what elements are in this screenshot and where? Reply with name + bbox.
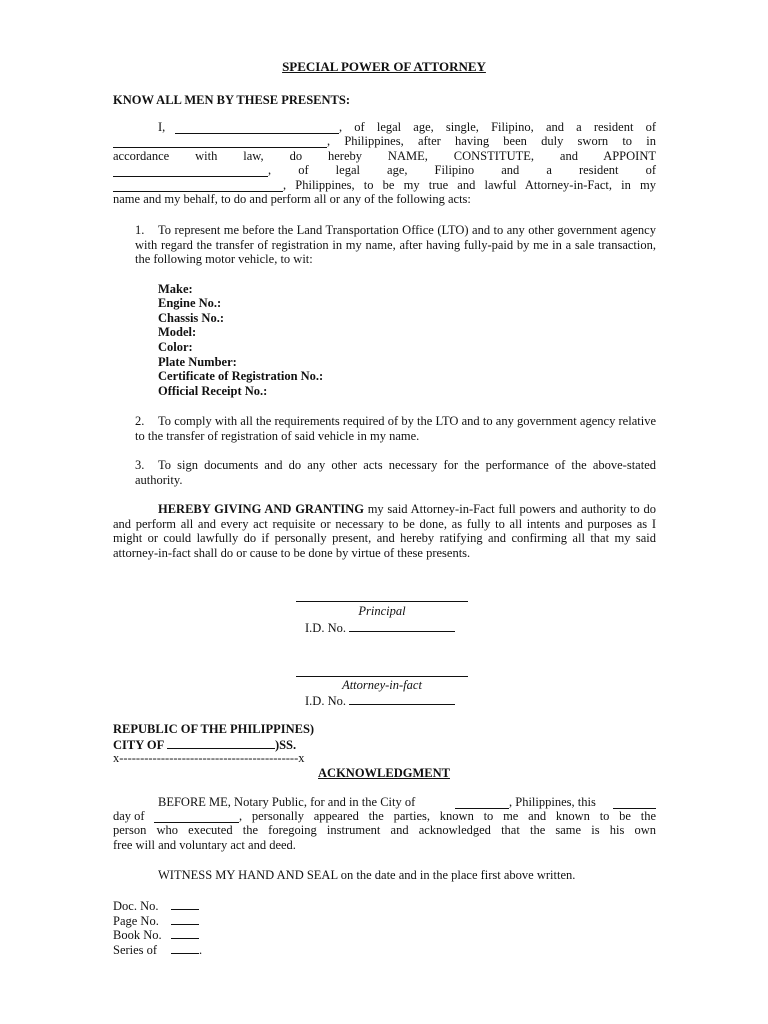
notarial-blank (171, 942, 199, 954)
act-item-text: To comply with all the requirements required of by the LTO and to any government agency relative to the transfer of registration of said vehicle in my name. (135, 414, 656, 443)
intro-line-2: , Philippines, after having been duly sworn to in (327, 134, 656, 148)
notarial-doc-no (113, 898, 199, 914)
act-item-text: To represent me before the Land Transportation Office (LTO) and to any other government agency with regard the transfer of registration in my name, after having fully-paid by me in a sale transaction, the following motor vehicle, to wit: (135, 223, 656, 267)
intro-i: I, (158, 120, 166, 134)
principal-signature-line (296, 601, 468, 602)
notarial-blank (171, 927, 199, 939)
venue-ss: )SS. (274, 738, 297, 752)
ack-line-2b: , personally appeared the parties, known to me and known to be the (239, 809, 656, 823)
act-item-2 (135, 414, 656, 443)
ack-line-4: free will and voluntary act and deed. (113, 838, 296, 852)
principal-label: Principal (358, 604, 406, 618)
field-cr-no: Certificate of Registration No.: (158, 369, 324, 383)
field-or-no: Official Receipt No.: (158, 384, 268, 398)
act-item-text: To sign documents and do any other acts necessary for the performance of the above-stated authority. (135, 458, 656, 487)
principal-name-blank (175, 122, 339, 134)
notarial-series (113, 942, 202, 958)
granting-lead: HEREBY GIVING AND GRANTING (158, 502, 364, 516)
attorney-label: Attorney-in-fact (342, 678, 422, 692)
ack-line-1b: , Philippines, this (509, 795, 596, 809)
granting-text: my said Attorney-in-Fact full powers and authority to do and perform all and every act requisite or necessary to be done, as fully to all intents and purposes as I might or could lawfully do if personally present, and hereby ratifying and confirming all that my said attorney-in-fact shall do or cause to be done by virtue of these presents. (113, 502, 656, 560)
intro-line-1: , of legal age, single, Filipino, and a resident of (339, 120, 656, 134)
ack-line-2a: day of (113, 809, 145, 823)
principal-id (305, 620, 455, 636)
venue-separator: x-------------------------------------------x (113, 751, 305, 765)
intro-line-5: , Philippines, to be my true and lawful Attorney-in-Fact, in my (283, 178, 656, 192)
venue-republic: REPUBLIC OF THE PHILIPPINES) (113, 722, 315, 736)
principal-id-blank (349, 620, 455, 632)
attorney-signature-line (296, 676, 468, 677)
witness-clause: WITNESS MY HAND AND SEAL on the date and in the place first above written. (158, 868, 576, 882)
venue-city-label: CITY OF (113, 738, 164, 752)
notarial-blank (171, 898, 199, 910)
intro-line-6: name and my behalf, to do and perform all or any of the following acts: (113, 192, 471, 206)
act-item-3 (135, 458, 656, 487)
notarial-label: Doc. No. (113, 899, 159, 913)
field-model: Model: (158, 325, 197, 339)
venue-city-blank (167, 737, 275, 749)
document-title: SPECIAL POWER OF ATTORNEY (282, 59, 486, 74)
field-plate-number: Plate Number: (158, 355, 237, 369)
id-label: I.D. No. (305, 621, 346, 635)
field-engine-no: Engine No.: (158, 296, 222, 310)
act-item-number: 2. (135, 414, 145, 428)
notarial-label: Series of (113, 943, 158, 957)
ack-line-3: person who executed the foregoing instrument and acknowledged that the same is his own (113, 823, 656, 837)
attorney-id (305, 693, 455, 709)
ack-line-1a: BEFORE ME, Notary Public, for and in the City of (158, 795, 416, 809)
act-item-number: 1. (135, 223, 145, 237)
field-make: Make: (158, 282, 193, 296)
ack-day-blank (613, 797, 656, 809)
attorney-address-blank (113, 180, 283, 192)
act-item-number: 3. (135, 458, 145, 472)
notarial-label: Book No. (113, 928, 162, 942)
ack-month-blank (154, 811, 239, 823)
notarial-label: Page No. (113, 914, 159, 928)
ack-city-blank (455, 797, 509, 809)
intro-line-4: , of legal age, Filipino and a resident of (268, 163, 656, 177)
intro-line-3: accordance with law, do hereby NAME, CONSTITUTE, and APPOINT (113, 149, 656, 163)
granting-paragraph (113, 502, 656, 560)
field-chassis-no: Chassis No.: (158, 311, 224, 325)
acknowledgment-title: ACKNOWLEDGMENT (318, 766, 450, 780)
attorney-id-blank (349, 693, 455, 705)
notarial-book-no (113, 927, 199, 943)
notarial-period: . (199, 943, 203, 957)
act-item-1 (135, 223, 656, 267)
id-label: I.D. No. (305, 694, 346, 708)
field-color: Color: (158, 340, 193, 354)
attorney-name-blank (113, 165, 268, 177)
salutation: KNOW ALL MEN BY THESE PRESENTS: (113, 93, 350, 107)
principal-address-blank (113, 136, 327, 148)
notarial-blank (171, 913, 199, 925)
